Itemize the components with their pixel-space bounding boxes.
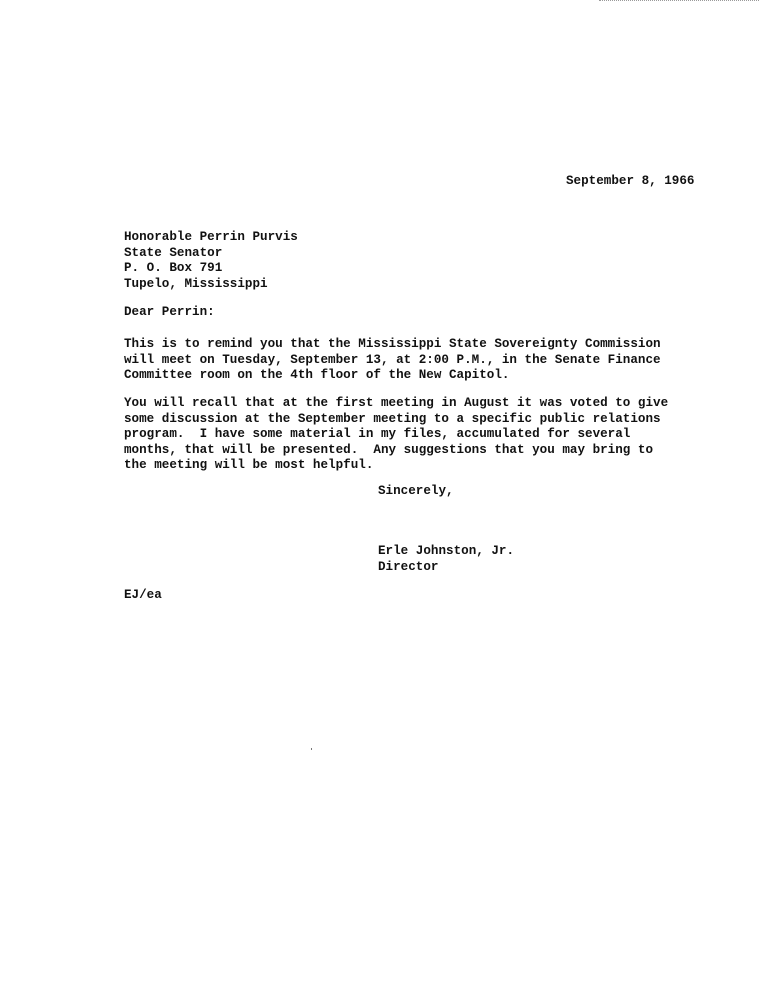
- closing: [378, 484, 454, 500]
- top-edge-perforation: [599, 0, 759, 1]
- paragraph-line: You will recall that at the first meeting in August it was voted to give: [124, 396, 669, 410]
- reference-initials: EJ/ea: [124, 588, 162, 602]
- body-paragraph-1: [124, 337, 661, 384]
- recipient-line: State Senator: [124, 245, 223, 260]
- body-paragraph-2: [124, 396, 668, 474]
- recipient-line: Honorable Perrin Purvis: [124, 230, 298, 244]
- closing-text: Sincerely,: [378, 484, 454, 498]
- scan-speck: [311, 748, 312, 750]
- letter-date: September 8, 1966: [566, 174, 695, 188]
- paragraph-line: program. I have some material in my files, accumulated for several: [124, 427, 631, 441]
- paragraph-line: months, that will be presented. Any suggestions that you may bring to: [124, 442, 654, 457]
- paragraph-line: the meeting will be most helpful.: [124, 458, 374, 472]
- signature-block: [378, 544, 514, 575]
- signer-title: Director: [378, 559, 439, 574]
- paragraph-line: This is to remind you that the Mississippi State Sovereignty Commission: [124, 337, 661, 351]
- paragraph-line: Committee room on the 4th floor of the New Capitol.: [124, 368, 510, 382]
- paragraph-line: will meet on Tuesday, September 13, at 2:00 P.M., in the Senate Finance: [124, 352, 661, 367]
- signer-name: Erle Johnston, Jr.: [378, 544, 515, 558]
- paragraph-line: some discussion at the September meeting to a specific public relations: [124, 411, 661, 426]
- recipient-line: Tupelo, Mississippi: [124, 276, 268, 291]
- recipient-address: [124, 230, 298, 292]
- salutation: Dear Perrin:: [124, 305, 215, 319]
- recipient-line: P. O. Box 791: [124, 261, 223, 275]
